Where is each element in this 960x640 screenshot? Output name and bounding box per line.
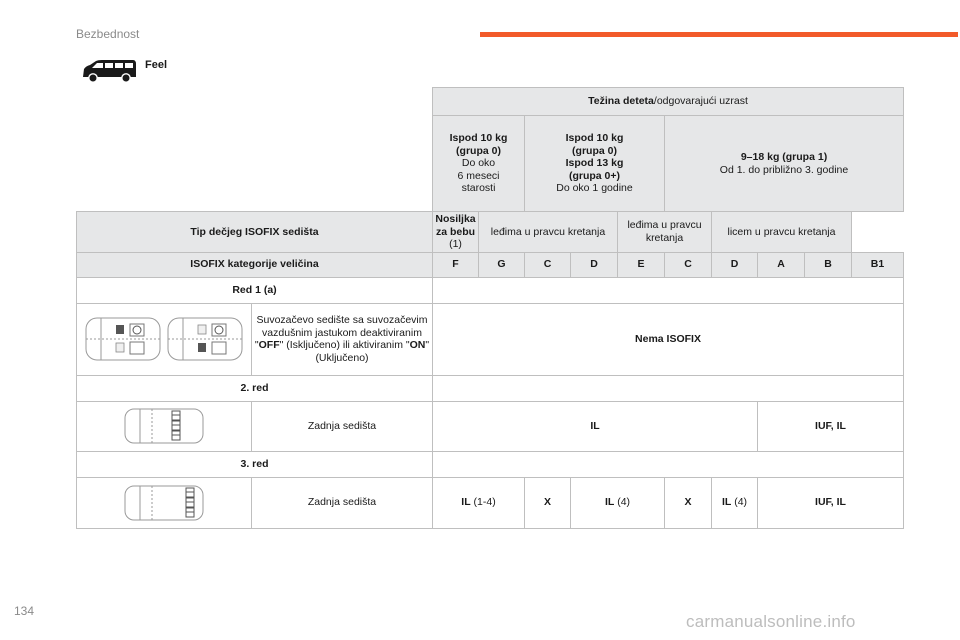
- row-empty: [433, 451, 904, 477]
- size-class-label: ISOFIX kategorije veličina: [77, 252, 433, 277]
- row2-seat-diagram: [77, 401, 252, 451]
- weight-header: [433, 88, 904, 116]
- third-row-diagram-icon: [122, 483, 206, 523]
- row1-value: Nema ISOFIX: [433, 303, 904, 375]
- isofix-table: [76, 87, 904, 529]
- row1-seat-diagram: [77, 303, 252, 375]
- row-label: Red 1 (a): [77, 277, 433, 303]
- row3-seat-diagram: [77, 477, 252, 528]
- blank-cell: [77, 116, 433, 212]
- group-1-line: Od 1. do približno 3. godine: [719, 163, 849, 176]
- row3-value-cell: X: [525, 477, 571, 528]
- accent-bar: [480, 32, 958, 37]
- carrycot-label: Nosiljka za bebu: [435, 213, 476, 238]
- airbag-off-label: OFF: [258, 339, 280, 352]
- row-label: 2. red: [77, 375, 433, 401]
- value-bold: IL: [721, 496, 732, 509]
- group-0-cell: [433, 116, 525, 212]
- group-0plus-line: Do oko 1 godine: [556, 182, 633, 195]
- size-class-cell: D: [571, 252, 618, 277]
- seat-desc-text: " (Isključeno) ili aktiviranim ": [279, 339, 410, 352]
- section-title: Bezbednost: [76, 27, 140, 41]
- group-0plus-line: Ispod 10 kg: [565, 132, 624, 145]
- size-class-cell: C: [665, 252, 712, 277]
- row2-seat-desc: Zadnja sedišta: [252, 401, 433, 451]
- row3-value-cell: [712, 477, 758, 528]
- group-0plus-line: Ispod 13 kg: [565, 157, 624, 170]
- weight-header-rest: /odgovarajući uzrast: [653, 95, 748, 108]
- watermark: carmanualsonline.info: [686, 612, 856, 631]
- size-class-cell: E: [618, 252, 665, 277]
- row3-value-cell: IUF, IL: [758, 477, 904, 528]
- value-bold: IL: [461, 496, 471, 509]
- value-note: (1-4): [470, 496, 496, 509]
- group-0-line: Ispod 10 kg: [449, 132, 508, 145]
- row-empty: [433, 277, 904, 303]
- seat-type-label: Tip dečjeg ISOFIX sedišta: [77, 212, 433, 253]
- row3-value-cell: [571, 477, 665, 528]
- size-class-cell: D: [712, 252, 758, 277]
- forward-facing-cell: licem u pravcu kretanja: [712, 212, 852, 253]
- size-class-cell: B1: [852, 252, 904, 277]
- group-0plus-line: (grupa 0+): [568, 169, 621, 182]
- row2-value-il: IL: [433, 401, 758, 451]
- size-class-cell: B: [805, 252, 852, 277]
- seat-desc-text: " (Uključeno): [315, 339, 430, 364]
- row3-value-cell: X: [665, 477, 712, 528]
- second-row-diagram-icon: [122, 406, 206, 446]
- size-class-cell: F: [433, 252, 479, 277]
- value-note: (4): [731, 496, 748, 509]
- group-0-line: (grupa 0): [456, 144, 501, 157]
- row1-seat-desc: [252, 303, 433, 375]
- size-class-cell: A: [758, 252, 805, 277]
- value-note: (4): [614, 496, 631, 509]
- rear-facing-cell-2: leđima u pravcu kretanja: [618, 212, 712, 253]
- carrycot-note: (1): [449, 238, 462, 251]
- size-class-cell: G: [479, 252, 525, 277]
- row2-value-iuf: IUF, IL: [758, 401, 904, 451]
- carrycot-cell: [433, 212, 479, 253]
- airbag-on-label: ON: [409, 339, 426, 352]
- group-0plus-cell: [525, 116, 665, 212]
- weight-header-bold: Težina deteta: [588, 95, 654, 108]
- seat-desc-text: Suvozačevo sedište sa suvozačevim vazdušnim jastukom deaktiviranim ": [254, 314, 428, 352]
- group-0-line: 6 meseci: [457, 169, 500, 182]
- row-empty: [433, 375, 904, 401]
- van-side-icon: [80, 58, 138, 84]
- value-bold: IL: [604, 496, 615, 509]
- row-label: 3. red: [77, 451, 433, 477]
- group-1-line: 9–18 kg (grupa 1): [740, 150, 828, 163]
- blank-cell: [77, 88, 433, 116]
- row3-seat-desc: Zadnja sedišta: [252, 477, 433, 528]
- row3-value-cell: [433, 477, 525, 528]
- front-seat-diagram-icon: [81, 310, 247, 368]
- size-class-cell: C: [525, 252, 571, 277]
- group-0-line: Do oko: [461, 157, 496, 170]
- rear-facing-cell: leđima u pravcu kretanja: [479, 212, 618, 253]
- group-1-cell: [665, 116, 904, 212]
- group-0plus-line: (grupa 0): [572, 144, 617, 157]
- page-number: 134: [14, 604, 35, 618]
- model-name: Feel: [145, 59, 168, 71]
- group-0-line: starosti: [461, 182, 496, 195]
